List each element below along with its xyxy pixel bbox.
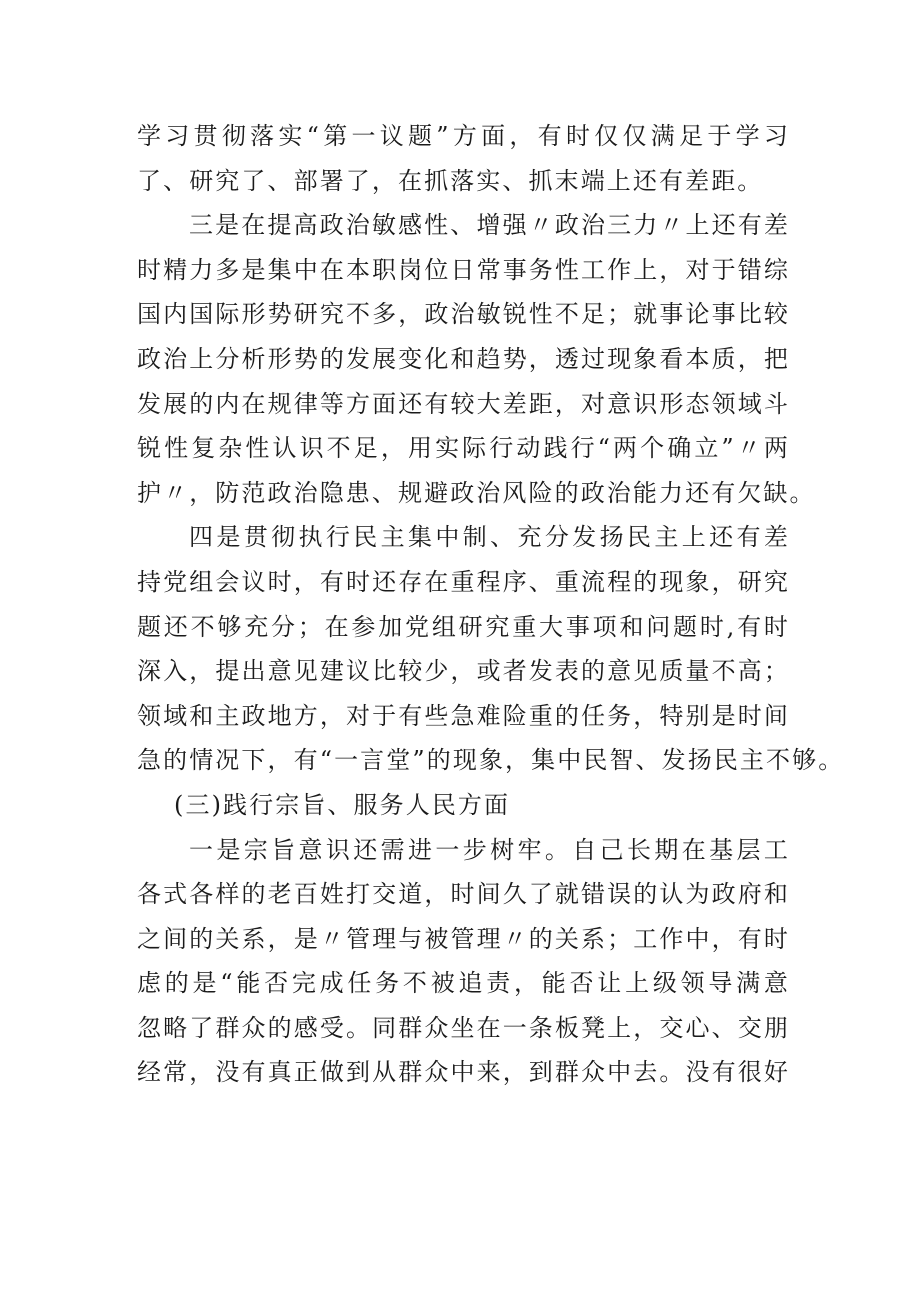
text-line-4: 时精力多是集中在本职岗位日常事务性工作上，对于错综 bbox=[137, 255, 790, 284]
text-line-6: 政治上分析形势的发展变化和趋势，透过现象看本质，把 bbox=[137, 344, 790, 373]
text-line-20: 虑的是“能否完成任务不被追责，能否让上级领导满意 bbox=[137, 969, 790, 998]
section-heading: (三)践行宗旨、服务人民方面 bbox=[174, 790, 511, 819]
text-line-22: 经常，没有真正做到从群众中来，到群众中去。没有很好 bbox=[137, 1058, 790, 1087]
text-line-2: 了、研究了、部署了，在抓落实、抓末端上还有差距。 bbox=[137, 166, 764, 195]
text-line-21: 忽略了群众的感受。同群众坐在一条板凳上，交心、交朋 bbox=[137, 1013, 790, 1042]
text-line-13: 深入，提出意见建议比较少，或者发表的意见质量不高； bbox=[137, 657, 790, 686]
document-body bbox=[137, 114, 845, 1095]
text-line-12: 题还不够充分；在参加党组研究重大事项和问题时,有时 bbox=[137, 612, 790, 641]
text-line-5: 国内国际形势研究不多，政治敏锐性不足；就事论事比较 bbox=[137, 300, 790, 329]
paragraph-start-4: 四是贯彻执行民主集中制、充分发扬民主上还有差 bbox=[189, 523, 790, 552]
text-line-11: 持党组会议时，有时还存在重程序、重流程的现象，研究 bbox=[137, 567, 790, 596]
text-line-1: 学习贯彻落实“第一议题”方面，有时仅仅满足于学习 bbox=[137, 122, 790, 150]
text-line-15: 急的情况下，有“一言堂”的现象，集中民智、发扬民主不够。 bbox=[137, 746, 845, 775]
paragraph-start-1: 一是宗旨意识还需进一步树牢。自己长期在基层工 bbox=[189, 835, 790, 864]
text-line-9: 护〃，防范政治隐患、规避政治风险的政治能力还有欠缺。 bbox=[137, 478, 816, 507]
text-line-14: 领域和主政地方，对于有些急难险重的任务，特别是时间 bbox=[137, 701, 790, 730]
text-line-19: 之间的关系，是〃管理与被管理〃的关系；工作中，有时 bbox=[137, 924, 790, 953]
paragraph-start-3: 三是在提高政治敏感性、增强〃政治三力〃上还有差 bbox=[189, 211, 790, 240]
text-line-18: 各式各样的老百姓打交道，时间久了就错误的认为政府和 bbox=[137, 880, 790, 909]
text-line-7: 发展的内在规律等方面还有较大差距，对意识形态领域斗 bbox=[137, 389, 790, 418]
text-line-8: 锐性复杂性认识不足，用实际行动践行“两个确立”〃两 bbox=[137, 434, 790, 463]
